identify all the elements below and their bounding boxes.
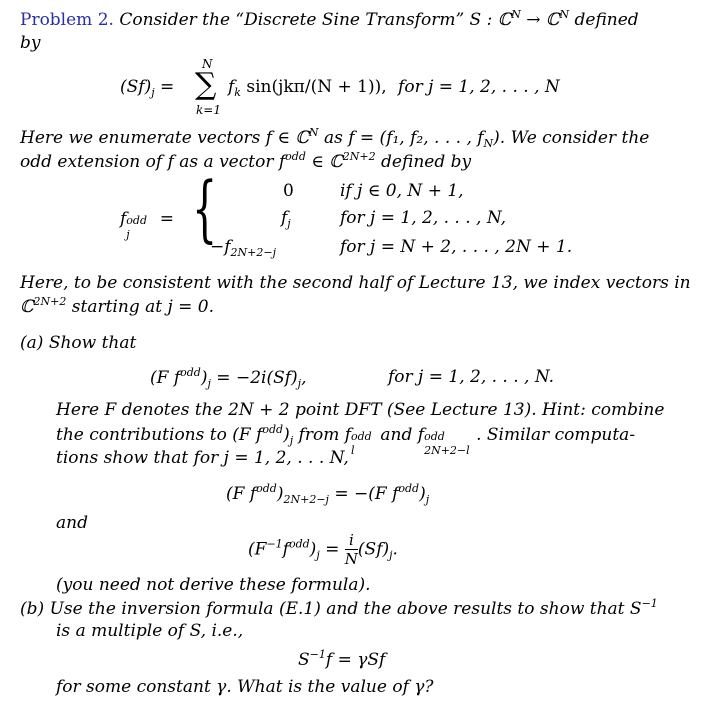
- case-3-condition: for j = N + 2, . . . , 2N + 1.: [340, 237, 573, 257]
- part-a-para-line-1: Here F denotes the 2N + 2 point DFT (See Lecture 13). Hint: combine: [56, 400, 665, 420]
- part-a-eq3: $(F^{-1}f^{odd})_j$ = $\frac{i}{N}$ $(Sf)_j$.: [248, 531, 398, 568]
- problem-label: Problem 2.: [20, 10, 114, 30]
- part-a-note: (you need not derive these formula).: [56, 575, 371, 595]
- odd-extension-lhs: f odd j =: [120, 209, 174, 241]
- para2-line-2: ℂ$^{2N+2}$ starting at j = 0.: [20, 295, 215, 317]
- para1-line-2: odd extension of f as a vector $f^{odd}$ ∈ ℂ$^{2N+2}$ defined by: [20, 150, 472, 172]
- case-1-condition: if j ∈ 0, N + 1,: [340, 181, 464, 201]
- part-a-para-line-2: the contributions to (F $f^{odd})_j$ from f odd l and f odd 2N+2−l . Similar computa-: [56, 423, 636, 457]
- part-a-eq1-condition: for j = 1, 2, . . . , N.: [388, 367, 555, 387]
- part-a-eq1: (F $f^{odd})_j = -2i(Sf)_j$,: [150, 366, 307, 390]
- part-a-para-line-3: tions show that for j = 1, 2, . . . N,: [56, 448, 349, 468]
- part-a-label: (a): [20, 333, 44, 353]
- problem-statement-line-2: by: [20, 33, 41, 53]
- sum-symbol: ∑: [195, 67, 217, 102]
- part-b-line-3: for some constant γ. What is the value of γ?: [56, 677, 434, 697]
- para2-line-1: Here, to be consistent with the second half of Lecture 13, we index vectors in: [20, 273, 691, 293]
- case-2-value: $f_j$: [281, 208, 291, 230]
- sum-upper-limit: N: [202, 57, 213, 71]
- fraction-i-over-n: $\frac{i}{N}$: [344, 531, 358, 568]
- part-b-label: (b): [20, 599, 45, 619]
- part-b-line-1: (b) Use the inversion formula (E.1) and the above results to show that $S^{-1}$: [20, 597, 658, 619]
- dst-condition: for j = 1, 2, . . . , N: [398, 77, 560, 97]
- case-3-value: $-f_{2N+2-j}$: [210, 237, 277, 259]
- part-b-line-2: is a multiple of S, i.e.,: [56, 621, 244, 641]
- case-1-value: 0: [283, 181, 294, 201]
- left-brace: {: [192, 166, 218, 250]
- part-a-eq2: (F $f^{odd})_{2N+2-j} = -(F$ $f^{odd})_j$: [226, 482, 430, 506]
- case-2-condition: for j = 1, 2, . . . , N,: [340, 208, 507, 228]
- part-a-and: and: [56, 513, 88, 533]
- part-a-heading: (a) Show that: [20, 333, 137, 353]
- sum-lower-limit: k=1: [196, 103, 221, 117]
- dst-formula: $(Sf)_j$ =: [120, 77, 175, 99]
- problem-statement-line-1: Problem 2. Consider the “Discrete Sine Transform” S : ℂ$^N$ → ℂ$^N$ defined: [20, 8, 639, 30]
- para1-line-1: Here we enumerate vectors f ∈ ℂ$^N$ as f = (f₁, f₂, . . . , $f_N$). We consider the: [20, 126, 650, 150]
- part-b-eq: $S^{-1}f = \gamma Sf$: [298, 648, 386, 670]
- dst-summand: $f_k$ sin(jkπ/(N + 1)), for j = 1, 2, . . . , N: [228, 77, 560, 99]
